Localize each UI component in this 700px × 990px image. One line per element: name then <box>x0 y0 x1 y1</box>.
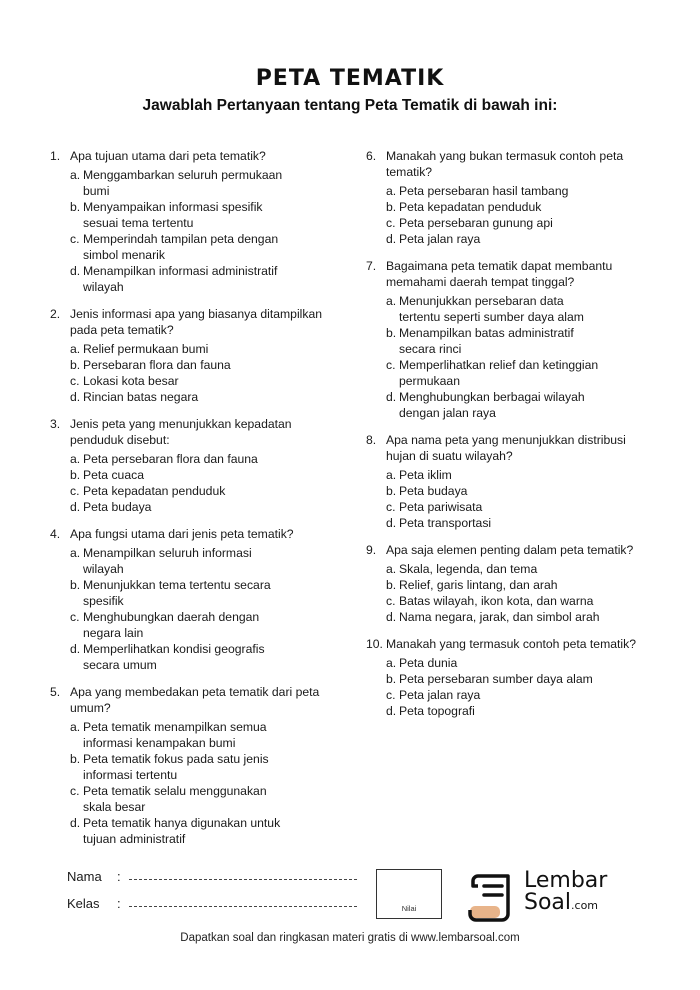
question-10 <box>366 636 666 719</box>
option-text: Menghubungkan berbagai wilayah dengan jalan raya <box>399 390 585 420</box>
answer-options <box>386 561 666 625</box>
question-number: 1. <box>50 149 61 163</box>
answer-options <box>70 545 350 673</box>
option-text: Peta cuaca <box>83 468 144 482</box>
option-text: Peta topografi <box>399 704 475 718</box>
answer-option[interactable] <box>70 167 350 199</box>
option-letter: d. <box>70 642 81 656</box>
name-label: Nama <box>67 869 102 884</box>
option-text: Peta persebaran sumber daya alam <box>399 672 593 686</box>
question-text: Apa nama peta yang menunjukkan distribusi hujan di suatu wilayah? <box>386 433 626 463</box>
question-4 <box>50 526 350 673</box>
answer-option[interactable] <box>386 671 666 687</box>
option-text: Peta jalan raya <box>399 232 481 246</box>
option-text: Menggambarkan seluruh permukaan bumi <box>83 168 283 198</box>
answer-option[interactable] <box>386 655 666 671</box>
answer-option[interactable] <box>386 687 666 703</box>
answer-option[interactable] <box>70 815 350 847</box>
answer-option[interactable] <box>386 483 666 499</box>
option-letter: d. <box>70 816 81 830</box>
option-letter: b. <box>386 326 397 340</box>
option-text: Menunjukkan tema tertentu secara spesifik <box>83 578 271 608</box>
answer-option[interactable] <box>70 577 350 609</box>
option-text: Lokasi kota besar <box>83 374 179 388</box>
logo-text-lembar: Lembar <box>524 868 608 893</box>
footer-note: Dapatkan soal dan ringkasan materi gratis di www.lembarsoal.com <box>180 932 520 944</box>
answer-options <box>70 341 350 405</box>
question-text: Apa fungsi utama dari jenis peta tematik? <box>70 527 294 541</box>
option-text: Peta dunia <box>399 656 458 670</box>
option-text: Memperlihatkan relief dan ketinggian permukaan <box>399 358 599 388</box>
option-letter: d. <box>70 264 81 278</box>
option-text: Peta budaya <box>399 484 468 498</box>
answer-option[interactable] <box>386 325 666 357</box>
question-text: Apa tujuan utama dari peta tematik? <box>70 149 266 163</box>
option-text: Menampilkan seluruh informasi wilayah <box>83 546 252 576</box>
class-line[interactable] <box>129 906 357 907</box>
option-text: Memperlihatkan kondisi geografis secara umum <box>83 642 265 672</box>
option-letter: b. <box>70 358 81 372</box>
answer-option[interactable] <box>70 641 350 673</box>
question-number: 5. <box>50 685 61 699</box>
option-text: Rincian batas negara <box>83 390 199 404</box>
score-label: Nilai <box>401 904 417 913</box>
option-text: Peta kepadatan penduduk <box>399 200 542 214</box>
option-letter: a. <box>70 546 81 560</box>
option-letter: a. <box>386 294 397 308</box>
page-title: PETA TEMATIK <box>255 66 445 91</box>
answer-option[interactable] <box>70 467 350 483</box>
answer-options <box>386 467 666 531</box>
question-text: Apa yang membedakan peta tematik dari peta umum? <box>70 685 320 715</box>
option-letter: a. <box>70 168 81 182</box>
answer-options <box>70 719 350 847</box>
option-letter: d. <box>386 390 397 404</box>
option-letter: c. <box>386 216 396 230</box>
class-colon: : <box>117 896 121 911</box>
option-text: Peta pariwisata <box>399 500 483 514</box>
option-text: Peta jalan raya <box>399 688 481 702</box>
option-text: Batas wilayah, ikon kota, dan warna <box>399 594 594 608</box>
option-text: Nama negara, jarak, dan simbol arah <box>399 610 600 624</box>
option-letter: c. <box>386 358 396 372</box>
question-6 <box>366 148 666 247</box>
answer-option[interactable] <box>70 499 350 515</box>
option-text: Persebaran flora dan fauna <box>83 358 231 372</box>
answer-option[interactable] <box>386 515 666 531</box>
option-letter: c. <box>70 610 80 624</box>
option-letter: b. <box>70 578 81 592</box>
option-text: Menunjukkan persebaran data tertentu seperti sumber daya alam <box>399 294 584 324</box>
answer-option[interactable] <box>70 719 350 751</box>
question-number: 4. <box>50 527 61 541</box>
answer-option[interactable] <box>386 609 666 625</box>
name-colon: : <box>117 869 121 884</box>
option-text: Peta budaya <box>83 500 152 514</box>
option-text: Memperindah tampilan peta dengan simbol menarik <box>83 232 279 262</box>
answer-options <box>70 451 350 515</box>
answer-option[interactable] <box>70 231 350 263</box>
lembarsoal-logo <box>466 870 616 924</box>
page-subtitle: Jawablah Pertanyaan tentang Peta Tematik di bawah ini: <box>142 97 558 114</box>
option-letter: b. <box>70 752 81 766</box>
answer-option[interactable] <box>386 293 666 325</box>
question-3 <box>50 416 350 515</box>
question-number: 6. <box>366 149 377 163</box>
question-number: 8. <box>366 433 377 447</box>
option-text: Peta persebaran flora dan fauna <box>83 452 258 466</box>
option-letter: b. <box>386 578 397 592</box>
question-1 <box>50 148 350 295</box>
question-number: 9. <box>366 543 377 557</box>
option-letter: c. <box>386 594 396 608</box>
answer-options <box>70 167 350 295</box>
answer-options <box>386 293 666 421</box>
answer-option[interactable] <box>70 263 350 295</box>
questions-column-left <box>50 148 350 858</box>
answer-option[interactable] <box>386 703 666 719</box>
option-text: Menyampaikan informasi spesifik sesuai tema tertentu <box>83 200 263 230</box>
answer-option[interactable] <box>386 231 666 247</box>
answer-option[interactable] <box>70 373 350 389</box>
answer-option[interactable] <box>70 751 350 783</box>
answer-option[interactable] <box>386 499 666 515</box>
option-text: Peta persebaran gunung api <box>399 216 553 230</box>
option-letter: c. <box>386 688 396 702</box>
option-letter: d. <box>386 704 397 718</box>
score-box[interactable] <box>376 869 442 919</box>
option-letter: a. <box>70 720 81 734</box>
answer-option[interactable] <box>70 609 350 641</box>
logo-text-soal: Soal <box>524 890 572 915</box>
answer-option[interactable] <box>386 561 666 577</box>
option-text: Peta iklim <box>399 468 452 482</box>
option-text: Skala, legenda, dan tema <box>399 562 538 576</box>
option-letter: b. <box>386 672 397 686</box>
question-number: 3. <box>50 417 61 431</box>
option-letter: a. <box>386 562 397 576</box>
answer-option[interactable] <box>386 199 666 215</box>
question-text: Apa saja elemen penting dalam peta tematik? <box>386 543 634 557</box>
question-number: 2. <box>50 307 61 321</box>
answer-option[interactable] <box>70 783 350 815</box>
option-letter: a. <box>386 468 397 482</box>
answer-option[interactable] <box>386 357 666 389</box>
option-text: Menghubungkan daerah dengan negara lain <box>83 610 260 640</box>
option-letter: d. <box>386 610 397 624</box>
answer-option[interactable] <box>70 483 350 499</box>
option-letter: b. <box>386 484 397 498</box>
question-8 <box>366 432 666 531</box>
name-line[interactable] <box>129 879 357 880</box>
option-letter: b. <box>70 468 81 482</box>
question-number: 10. <box>366 637 383 651</box>
option-letter: c. <box>70 232 80 246</box>
option-text: Peta transportasi <box>399 516 492 530</box>
option-letter: d. <box>386 232 397 246</box>
question-9 <box>366 542 666 625</box>
option-text: Peta persebaran hasil tambang <box>399 184 569 198</box>
answer-option[interactable] <box>386 467 666 483</box>
answer-option[interactable] <box>70 357 350 373</box>
option-letter: a. <box>386 656 397 670</box>
question-text: Manakah yang termasuk contoh peta tematik? <box>386 637 636 651</box>
answer-options <box>386 655 666 719</box>
class-label: Kelas <box>67 896 100 911</box>
logo-text-com: .com <box>571 899 599 912</box>
option-letter: c. <box>70 374 80 388</box>
answer-option[interactable] <box>386 389 666 421</box>
option-letter: d. <box>70 500 81 514</box>
option-text: Peta tematik menampilkan semua informasi kenampakan bumi <box>83 720 267 750</box>
option-letter: b. <box>386 200 397 214</box>
question-2 <box>50 306 350 405</box>
question-7 <box>366 258 666 421</box>
option-letter: a. <box>70 452 81 466</box>
document-scroll-icon <box>466 870 520 924</box>
option-letter: d. <box>70 390 81 404</box>
answer-option[interactable] <box>386 593 666 609</box>
option-text: Peta tematik hanya digunakan untuk tujuan administratif <box>83 816 281 846</box>
question-text: Bagaimana peta tematik dapat membantu memahami daerah tempat tinggal? <box>386 259 613 289</box>
question-text: Jenis informasi apa yang biasanya ditampilkan pada peta tematik? <box>70 307 323 337</box>
option-letter: d. <box>386 516 397 530</box>
answer-option[interactable] <box>386 577 666 593</box>
option-text: Menampilkan informasi administratif wilayah <box>83 264 278 294</box>
answer-option[interactable] <box>70 199 350 231</box>
answer-option[interactable] <box>70 389 350 405</box>
option-letter: a. <box>70 342 81 356</box>
option-letter: c. <box>70 784 80 798</box>
question-text: Jenis peta yang menunjukkan kepadatan penduduk disebut: <box>70 417 292 447</box>
option-letter: a. <box>386 184 397 198</box>
option-text: Peta kepadatan penduduk <box>83 484 226 498</box>
option-text: Relief permukaan bumi <box>83 342 209 356</box>
option-letter: b. <box>70 200 81 214</box>
question-number: 7. <box>366 259 377 273</box>
answer-options <box>386 183 666 247</box>
option-letter: c. <box>70 484 80 498</box>
answer-option[interactable] <box>70 341 350 357</box>
option-text: Peta tematik selalu menggunakan skala besar <box>83 784 267 814</box>
option-letter: c. <box>386 500 396 514</box>
questions-column-right <box>366 148 666 730</box>
option-text: Menampilkan batas administratif secara rinci <box>399 326 574 356</box>
answer-option[interactable] <box>386 215 666 231</box>
option-text: Relief, garis lintang, dan arah <box>399 578 558 592</box>
answer-option[interactable] <box>70 451 350 467</box>
question-5 <box>50 684 350 847</box>
answer-option[interactable] <box>386 183 666 199</box>
option-text: Peta tematik fokus pada satu jenis informasi tertentu <box>83 752 269 782</box>
question-text: Manakah yang bukan termasuk contoh peta tematik? <box>386 149 624 179</box>
answer-option[interactable] <box>70 545 350 577</box>
